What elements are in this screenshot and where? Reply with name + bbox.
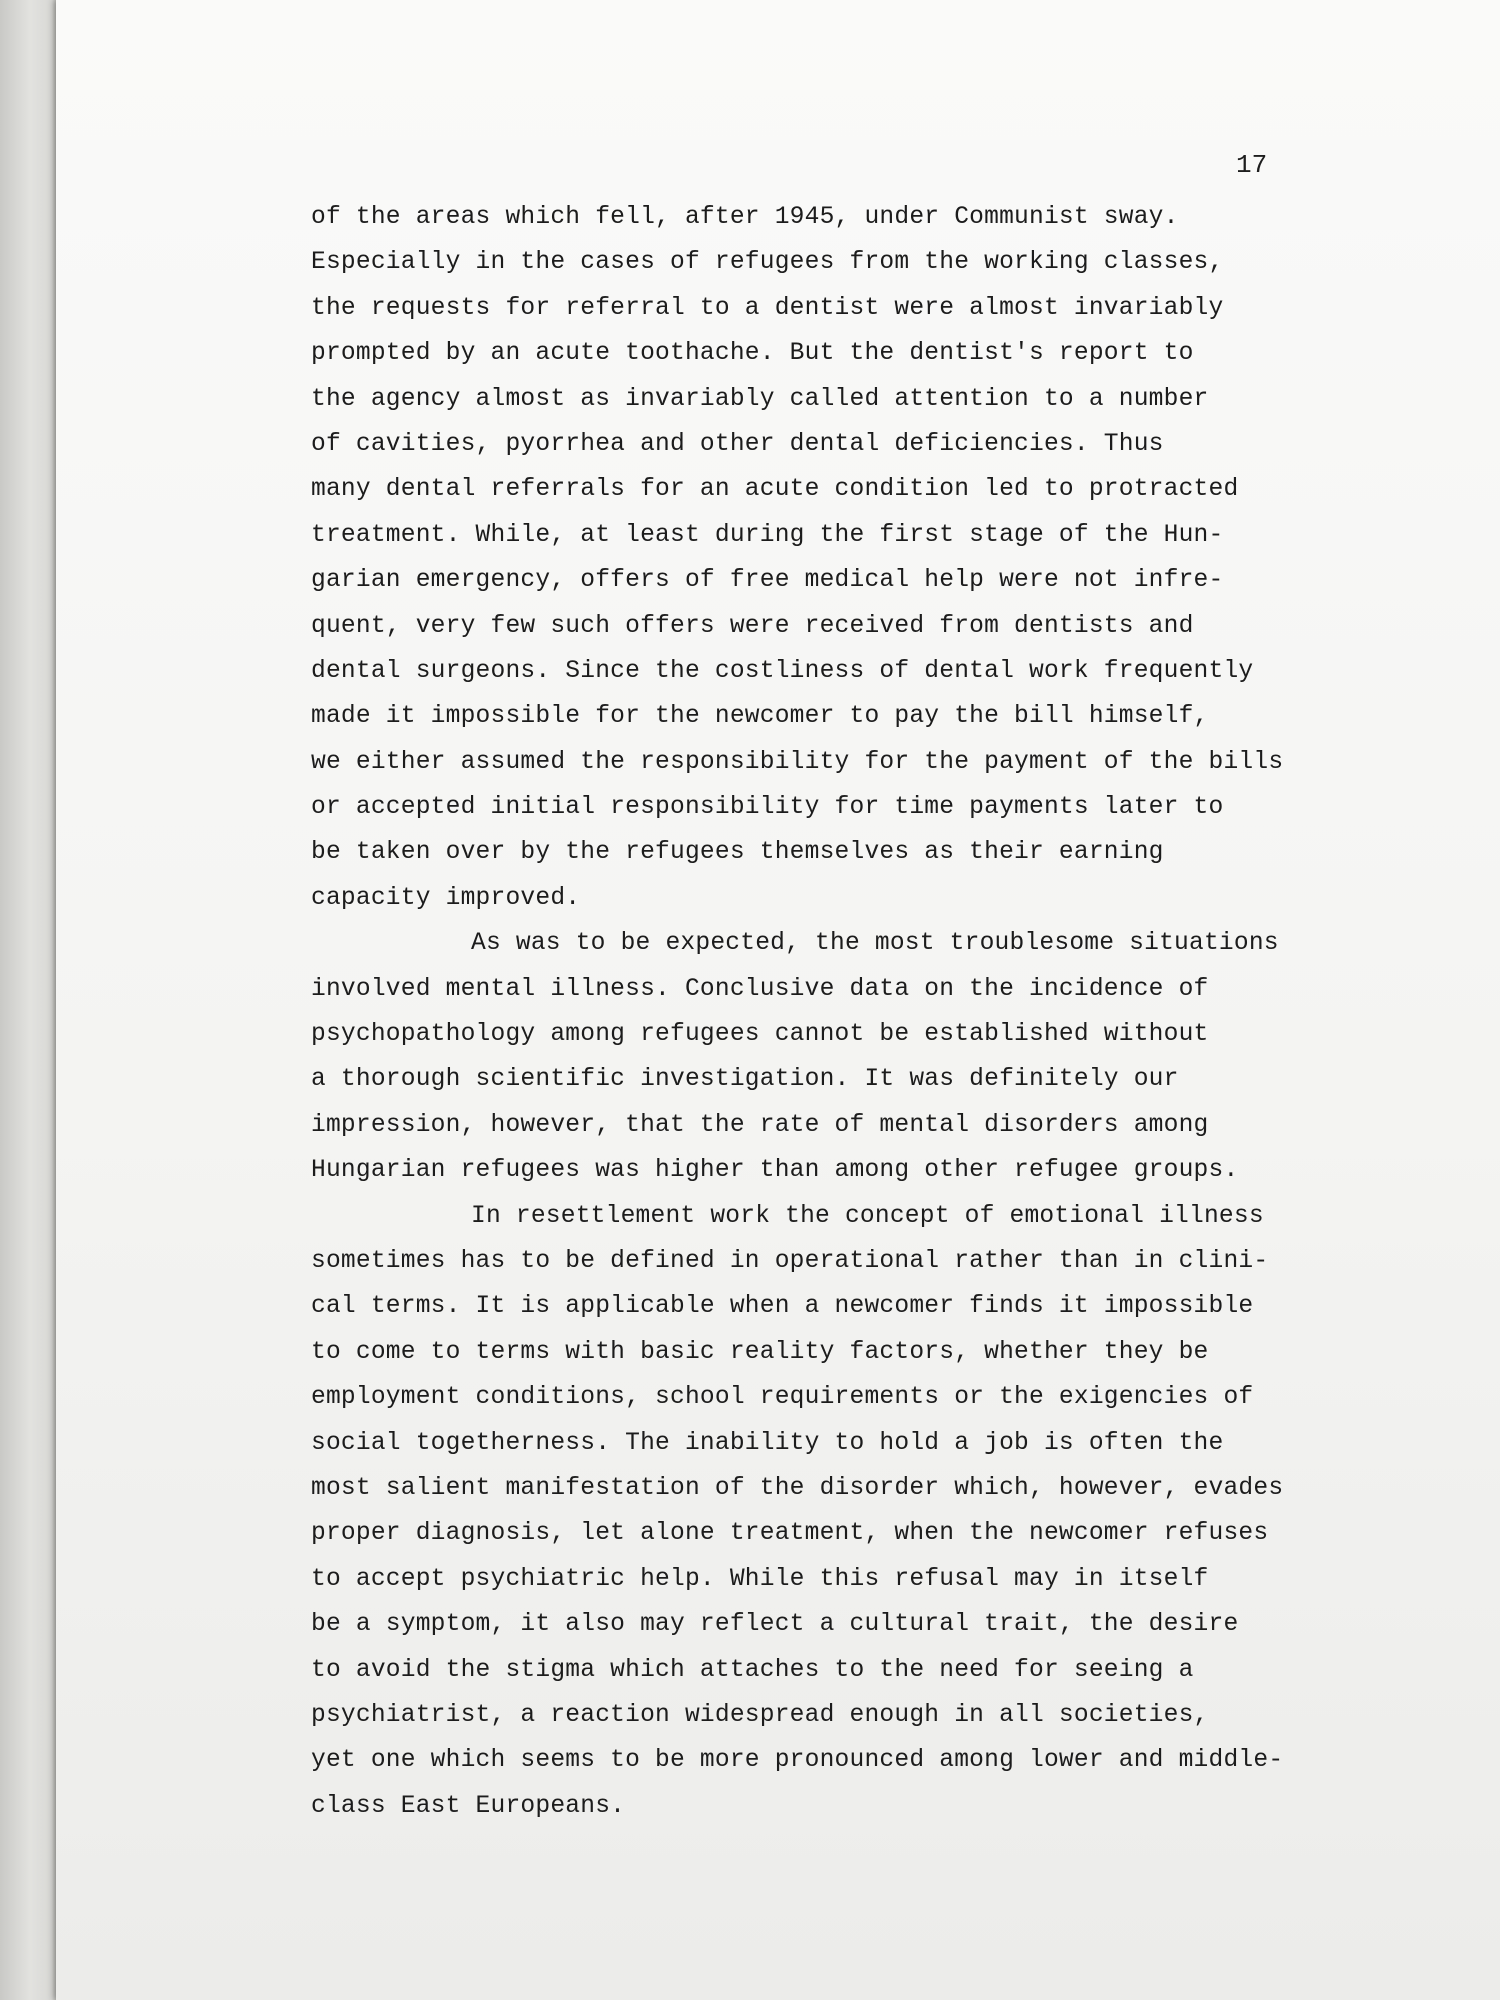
text-line: the agency almost as invariably called attention to a number	[311, 385, 1209, 413]
text-line: social togetherness. The inability to hold a job is often the	[311, 1429, 1224, 1457]
paragraph-start-line: As was to be expected, the most troublesome situations	[471, 930, 1279, 958]
text-line: psychiatrist, a reaction widespread enough in all societies,	[311, 1701, 1209, 1729]
text-line: of the areas which fell, after 1945, under Communist sway.	[311, 204, 1179, 231]
text-line: yet one which seems to be more pronounced among lower and middle-	[311, 1747, 1284, 1775]
text-line: made it impossible for the newcomer to pay the bill himself,	[311, 703, 1209, 731]
text-line: dental surgeons. Since the costliness of dental work frequently	[311, 657, 1254, 685]
text-line: the requests for referral to a dentist were almost invariably	[311, 294, 1224, 322]
text-line: be taken over by the refugees themselves as their earning	[311, 839, 1164, 867]
text-line: sometimes has to be defined in operational rather than in clini-	[311, 1247, 1269, 1275]
body-text	[311, 195, 1371, 1829]
text-line: proper diagnosis, let alone treatment, when the newcomer refuses	[311, 1520, 1269, 1548]
text-line: many dental referrals for an acute condition led to protracted	[311, 476, 1239, 504]
text-line: to come to terms with basic reality factors, whether they be	[311, 1338, 1209, 1366]
text-line: or accepted initial responsibility for time payments later to	[311, 794, 1224, 822]
text-line: be a symptom, it also may reflect a cultural trait, the desire	[311, 1611, 1239, 1639]
text-line: Especially in the cases of refugees from the working classes,	[311, 249, 1224, 277]
text-line: garian emergency, offers of free medical help were not infre-	[311, 567, 1224, 595]
text-line: involved mental illness. Conclusive data on the incidence of	[311, 975, 1209, 1003]
text-line: employment conditions, school requirements or the exigencies of	[311, 1384, 1254, 1412]
text-line: class East Europeans.	[311, 1792, 626, 1820]
text-line: quent, very few such offers were received from dentists and	[311, 612, 1194, 640]
text-line: we either assumed the responsibility for the payment of the bills	[311, 748, 1284, 776]
text-line: a thorough scientific investigation. It was definitely our	[311, 1066, 1179, 1094]
text-line: capacity improved.	[311, 884, 581, 912]
text-line: most salient manifestation of the disorder which, however, evades	[311, 1474, 1284, 1502]
text-line: to avoid the stigma which attaches to the need for seeing a	[311, 1656, 1194, 1684]
text-line: of cavities, pyorrhea and other dental deficiencies. Thus	[311, 430, 1164, 458]
text-line: psychopathology among refugees cannot be established without	[311, 1021, 1209, 1049]
document-page	[56, 0, 1500, 2000]
text-line: cal terms. It is applicable when a newcomer finds it impossible	[311, 1293, 1254, 1321]
text-line: impression, however, that the rate of mental disorders among	[311, 1111, 1209, 1139]
text-line: treatment. While, at least during the first stage of the Hun-	[311, 521, 1224, 549]
page-number: 17	[1236, 150, 1268, 180]
paragraph-start-line: In resettlement work the concept of emotional illness	[471, 1202, 1264, 1230]
text-line: to accept psychiatric help. While this refusal may in itself	[311, 1565, 1209, 1593]
text-line: prompted by an acute toothache. But the dentist's report to	[311, 340, 1194, 368]
text-line: Hungarian refugees was higher than among other refugee groups.	[311, 1157, 1239, 1185]
